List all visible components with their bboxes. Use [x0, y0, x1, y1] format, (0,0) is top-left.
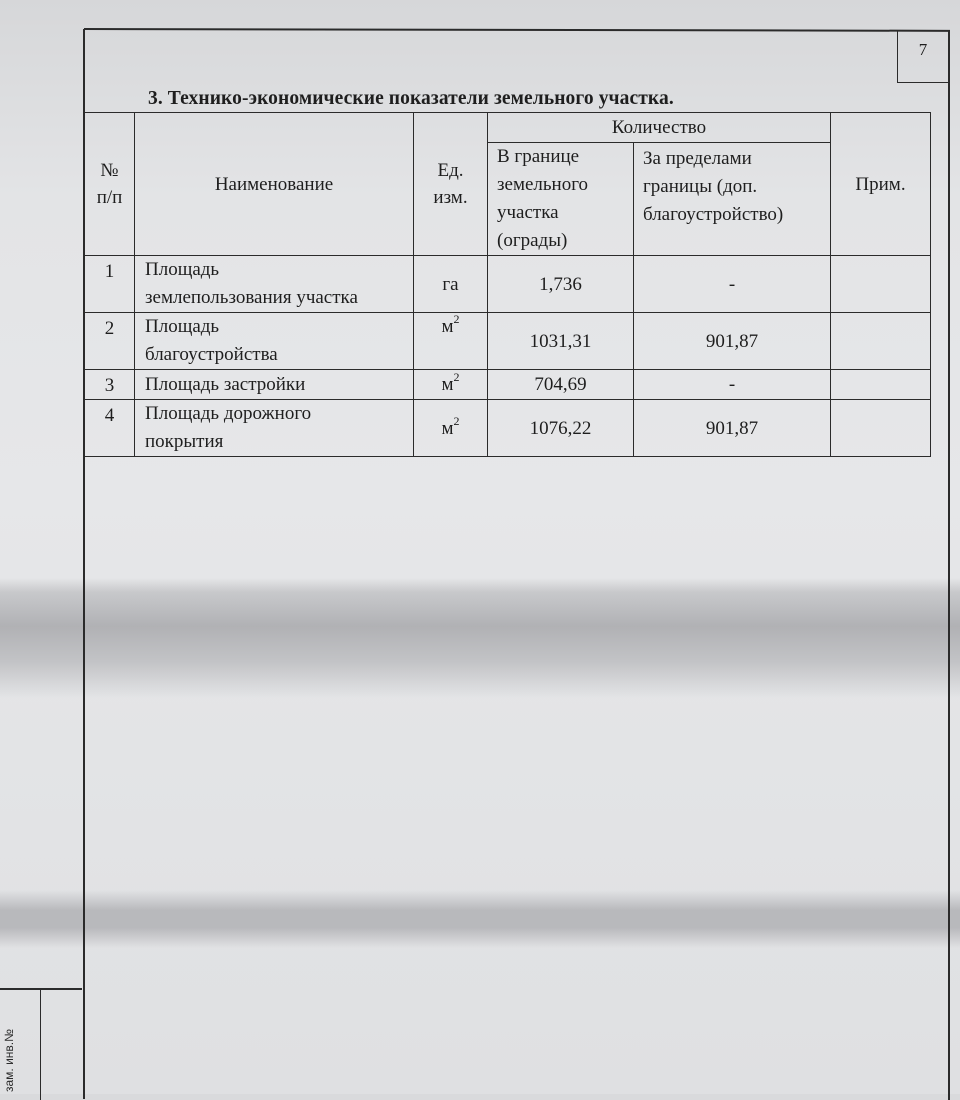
row-name: Площадь дорожного покрытия	[135, 400, 414, 457]
row-name: Площадь благоустройства	[135, 313, 414, 370]
page-number-box	[897, 30, 948, 83]
scan-shadow-band	[0, 890, 960, 948]
table-row	[85, 400, 931, 457]
stamp-divider	[40, 990, 41, 1100]
header-unit: Ед. изм.	[414, 113, 488, 256]
row-num: 3	[85, 370, 135, 400]
row-unit: $м^2$	[414, 400, 488, 457]
header-num: № п/п	[85, 113, 135, 256]
row-unit: га	[414, 256, 488, 313]
header-name: Наименование	[135, 113, 414, 256]
row-num: 4	[85, 400, 135, 457]
row-value-outside: -	[634, 370, 831, 400]
row-value-inside: 704,69	[488, 370, 634, 400]
row-note	[831, 370, 931, 400]
header-outside: За пределами границы (доп. благоустройство)	[634, 143, 831, 256]
row-value-outside: 901,87	[634, 400, 831, 457]
header-note: Прим.	[831, 113, 931, 256]
row-name: Площадь застройки	[135, 370, 414, 400]
table-row	[85, 256, 931, 313]
row-name: Площадь землепользования участка	[135, 256, 414, 313]
stamp-label: зам. инв.№	[2, 1028, 16, 1092]
row-note	[831, 313, 931, 370]
row-note	[831, 400, 931, 457]
row-value-outside: 901,87	[634, 313, 831, 370]
row-num: 2	[85, 313, 135, 370]
row-note	[831, 256, 931, 313]
row-value-inside: 1031,31	[488, 313, 634, 370]
row-unit: $м^2$	[414, 370, 488, 400]
row-num: 1	[85, 256, 135, 313]
row-value-inside: 1076,22	[488, 400, 634, 457]
row-value-outside: -	[634, 256, 831, 313]
header-inside: В границе земельного участка (ограды)	[488, 143, 634, 256]
row-value-inside: 1,736	[488, 256, 634, 313]
table-row	[85, 370, 931, 400]
page-number: 7	[918, 40, 928, 59]
scan-shadow-band	[0, 578, 960, 698]
header-quantity: Количество	[488, 113, 831, 143]
frame-border-right	[948, 30, 950, 1100]
section-title: 3. Технико-экономические показатели земельного участка.	[148, 88, 674, 109]
row-unit: $м^2$	[414, 313, 488, 370]
indicators-table	[84, 112, 931, 457]
table-row	[85, 313, 931, 370]
